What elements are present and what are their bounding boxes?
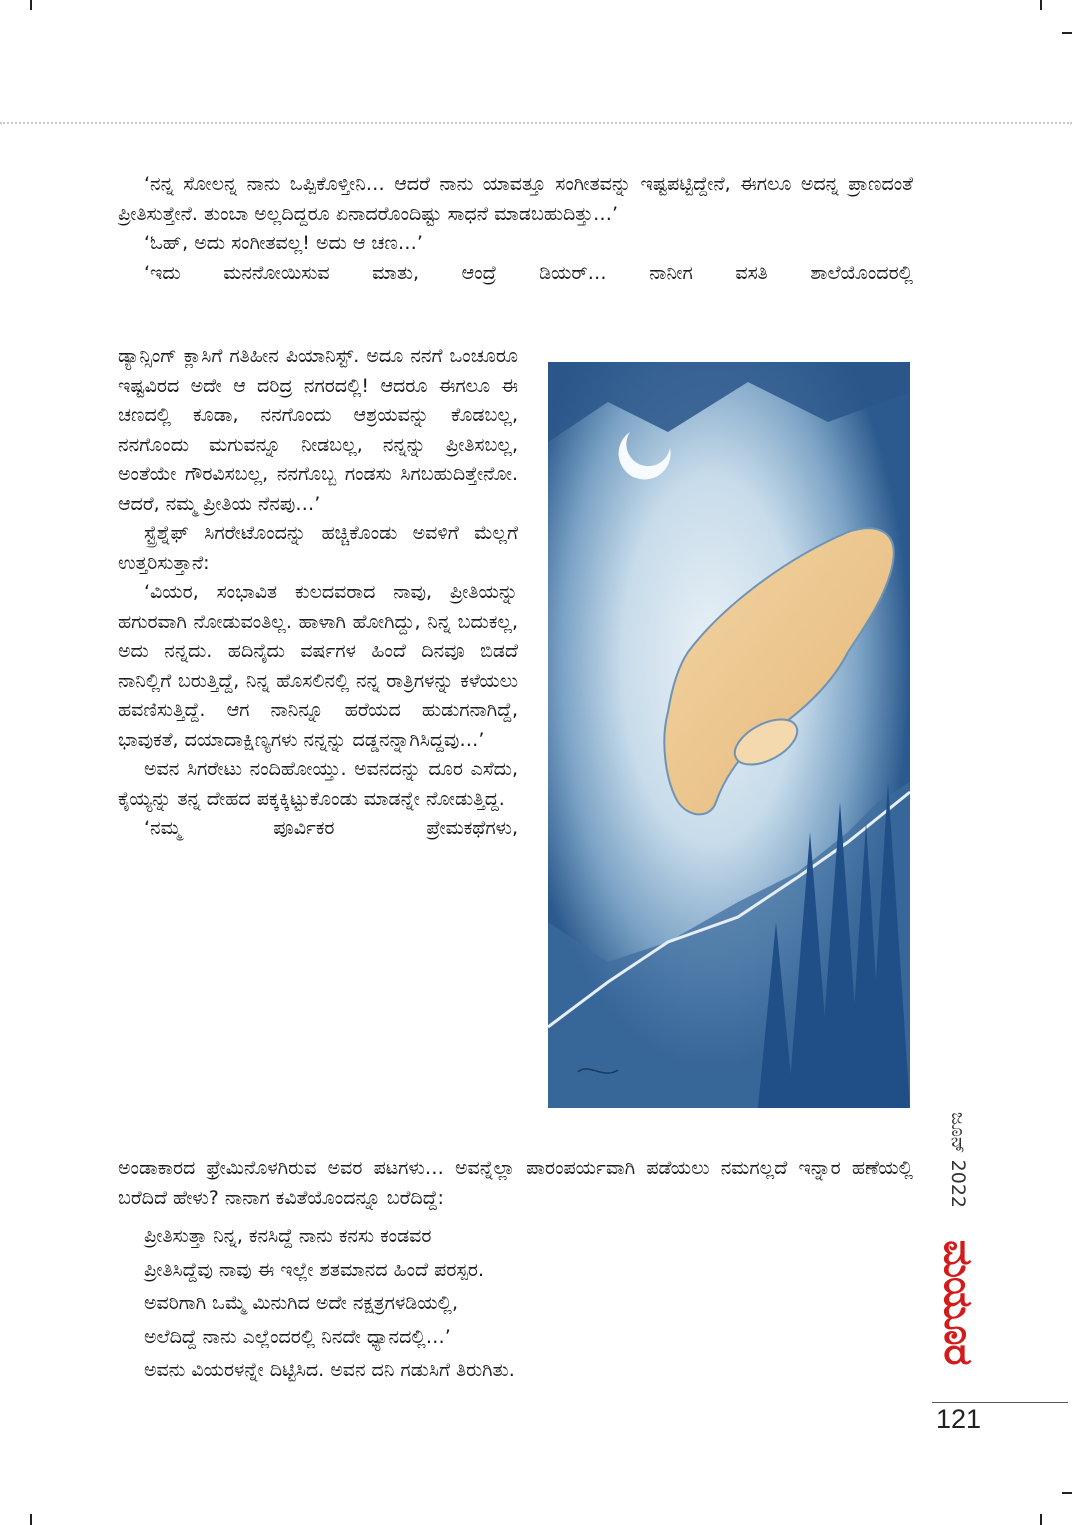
issue-date: ಜೂನ್ 2022 [947,1112,969,1209]
moon-hand-illustration [548,362,910,1108]
magazine-logo: ಮಯೂರ [935,1240,981,1365]
paragraph-4: ಸ್ಟ್ರೆಶ್ನೆಫ್ ಸಿಗರೇಟೊಂದನ್ನು ಹಚ್ಚಿಕೊಂಡು ಅವಳಿಗೆ ಮೆಲ್ಲಗೆ ಉತ್ತರಿಸುತ್ತಾನೆ: [118,522,518,574]
paragraph-3-rest: ಡ್ಯಾನ್ಸಿಂಗ್ ಕ್ಲಾಸಿಗೆ ಗತಿಹೀನ ಪಿಯಾನಿಸ್ಟ್. ಅದೂ ನನಗೆ ಒಂಚೂರೂ ಇಷ್ಟವಿರದ ಅದೇ ಆ ದರಿದ್ರ ನಗರದಲ್ಲಿ! ಆದರೂ ಈಗಲೂ ಈ ಚಣದಲ್ಲಿ ಕೂಡಾ, ನನಗೊಂದು ಆಶ್ರಯವನ್ನು ಕೊಡಬಲ್ಲ, ನನಗೊಂದು ಮಗುವನ್ನೂ ನೀಡಬಲ್ಲ, ನನ್ನನ್ನು ಪ್ರೀತಿಸಬಲ್ಲ, ಅಂತೆಯೇ ಗೌರವಿಸಬಲ್ಲ, ನನಗೊಬ್ಬ ಗಂಡಸು ಸಿಗಬಹುದಿತ್ತೇನೋ. ಆದರೆ, ನಮ್ಮ ಪ್ರೀತಿಯ ನೆನಪು…’ [118,345,518,515]
poem [144,1222,904,1352]
crop-mark-bottom-right [1040,1514,1042,1525]
paragraph-5: ‘ವಿಯರ, ಸಂಭಾವಿತ ಕುಲದವರಾದ ನಾವು, ಪ್ರೀತಿಯನ್ನು ಹಗುರವಾಗಿ ನೋಡುವಂತಿಲ್ಲ. ಹಾಳಾಗಿ ಹೋಗಿದ್ದು, ನಿನ್ನ ಬದುಕಲ್ಲ, ಅದು ನನ್ನದು. ಹದಿನೈದು ವರ್ಷಗಳ ಹಿಂದೆ ದಿನವೂ ಬಿಡದೆ ನಾನಿಲ್ಲಿಗೆ ಬರುತ್ತಿದ್ದೆ, ನಿನ್ನ ಹೊಸಲಿನಲ್ಲಿ ನನ್ನ ರಾತ್ರಿಗಳನ್ನು ಕಳೆಯಲು ಹವಣಿಸುತ್ತಿದ್ದೆ. ಆಗ ನಾನಿನ್ನೂ ಹರೆಯದ ಹುಡುಗನಾಗಿದ್ದೆ, ಭಾವುಕತೆ, ದಯಾದಾಕ್ಷಿಣ್ಯಗಳು ನನ್ನನ್ನು ದಡ್ಡನನ್ನಾಗಿಸಿದ್ದವು…’ [118,581,518,751]
paragraph-7-rest: ಅಂಡಾಕಾರದ ಫ್ರೇಮಿನೊಳಗಿರುವ ಅವರ ಪಟಗಳು… ಅವನ್ನೆಲ್ಲಾ ಪಾರಂಪರ್ಯವಾಗಿ ಪಡೆಯಲು ನಮಗಲ್ಲದೆ ಇನ್ನಾರ ಹಣೆಯಲ್ಲಿ ಬರೆದಿದೆ ಹೇಳು? ನಾನಾಗ ಕವಿತೆಯೊಂದನ್ನೂ ಬರೆದಿದ್ದೆ: [118,1157,913,1209]
crop-mark-top-left [30,0,32,10]
paragraph-2: ‘ಓಹ್, ಅದು ಸಂಗೀತವಲ್ಲ! ಅದು ಆ ಚಣ…’ [144,232,423,254]
crop-mark-right-lower [1062,1492,1072,1494]
header-dotted-rule [0,122,1072,124]
poem-line-1: ಪ್ರೀತಿಸುತ್ತಾ ನಿನ್ನ, ಕನಸಿದ್ದೆ ನಾನು ಕನಸು ಕಂಡವರ [144,1225,432,1247]
crop-mark-right-upper [1062,32,1072,34]
left-column [118,342,518,844]
crop-mark-bottom-left [30,1514,32,1525]
paragraph-3-start: ‘ಇದು ಮನನೋಯಿಸುವ ಮಾತು, ಆಂದ್ರೆ ಡಿಯರ್… ನಾನೀಗ ವಸತಿ ಶಾಲೆಯೊಂದರಲ್ಲಿ [144,261,913,284]
paragraph-6: ಅವನ ಸಿಗರೇಟು ನಂದಿಹೋಯ್ತು. ಅವನದನ್ನು ದೂರ ಎಸೆದು, ಕೈಯ್ಯನ್ನು ತನ್ನ ದೇಹದ ಪಕ್ಕಕ್ಕಿಟ್ಟುಕೊಂಡು ಮಾಡನ್ನೇ ನೋಡುತ್ತಿದ್ದ. [118,758,518,810]
poem-line-3: ಅವರಿಗಾಗಿ ಒಮ್ಮೆ ಮಿನುಗಿದ ಅದೇ ನಕ್ಷತ್ರಗಳಡಿಯಲ್ಲಿ, [144,1292,458,1314]
poem-line-4: ಅಲೆದಿದ್ದೆ ನಾನು ಎಲ್ಲೆಂದರಲ್ಲಿ ನಿನದೇ ಧ್ಯಾನದಲ್ಲಿ…’ [144,1325,451,1348]
paragraph-1: ‘ನನ್ನ ಸೋಲನ್ನ ನಾನು ಒಪ್ಪಿಕೊಳ್ತೀನಿ… ಆದರೆ ನಾನು ಯಾವತ್ತೂ ಸಂಗೀತವನ್ನು ಇಷ್ಟಪಟ್ಟಿದ್ದೇನೆ, ಈಗಲೂ ಅದನ್ನ ಪ್ರಾಣದಂತೆ ಪ್ರೀತಿಸುತ್ತೇನೆ. ತುಂಬಾ ಅಲ್ಲದಿದ್ದರೂ ಏನಾದರೊಂದಿಷ್ಟು ಸಾಧನೆ ಮಾಡಬಹುದಿತ್ತು…’ [118,173,913,225]
paragraph-7-start: ‘ನಮ್ಮ ಪೂರ್ವಿಕರ ಪ್ರೇಮಕಥೆಗಳು, [144,817,518,839]
opening-paragraphs [118,170,913,288]
closing-line: ಅವನು ವಿಯರಳನ್ನೇ ದಿಟ್ಟಿಸಿದ. ಅವನ ದನಿ ಗಡುಸಿಗೆ ತಿರುಗಿತು. [144,1359,515,1381]
story-illustration [548,362,910,1108]
poem-line-2: ಪ್ರೀತಿಸಿದ್ದೆವು ನಾವು ಈ ಇಲ್ಲೇ ಶತಮಾನದ ಹಿಂದೆ ಪರಸ್ಪರ. [144,1258,485,1281]
page-number-rule [932,1402,1068,1403]
paragraph-7-rest-block [118,1154,913,1213]
page-number: 121 [936,1404,982,1434]
crop-mark-top-right [1040,0,1042,10]
